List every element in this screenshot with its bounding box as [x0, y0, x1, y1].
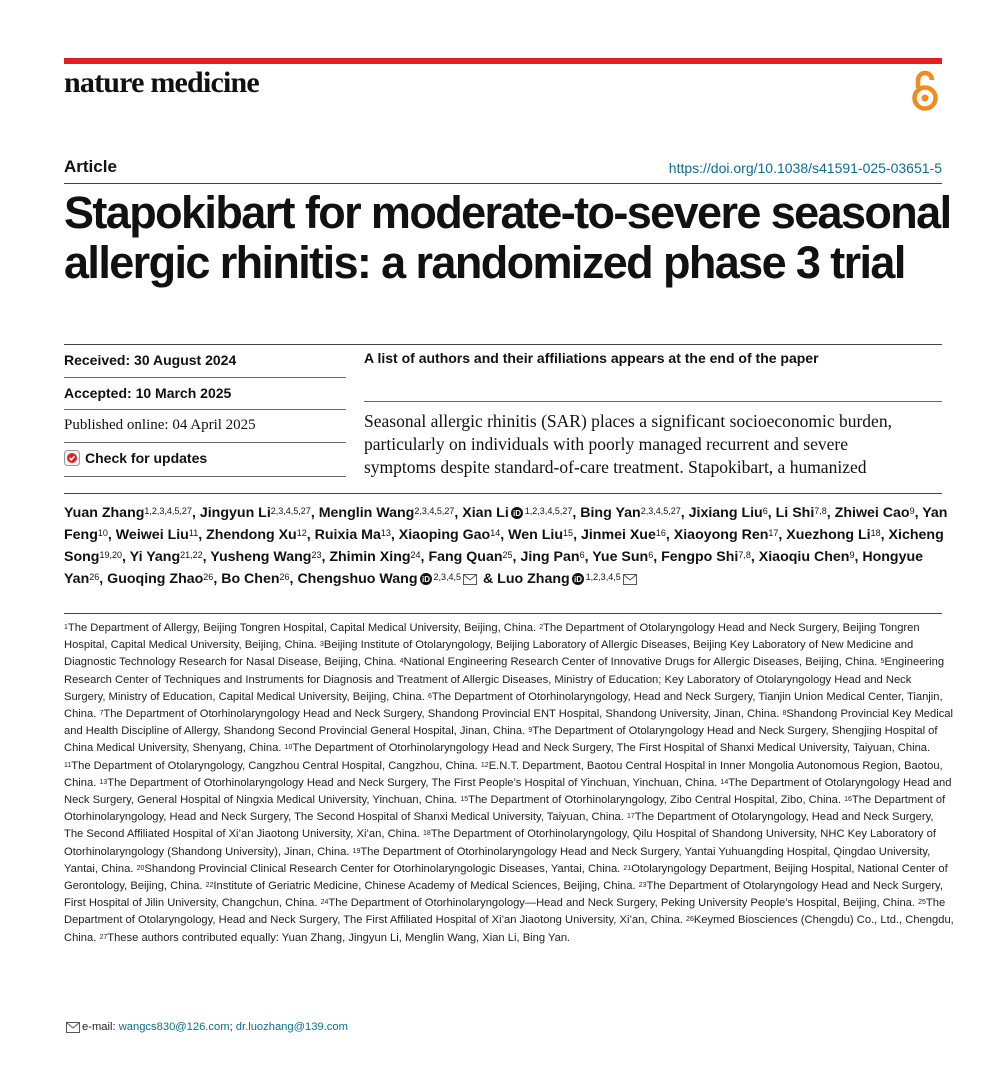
affiliation-text: The Department of Otorhinolaryngology, Qilu Hospital of Shandong University, NHC Key Laboratory of Otorhinolaryngology (Shandong University), Jinan, China.: [64, 828, 936, 858]
author-affiliation-marks: 11: [188, 528, 199, 538]
affiliation: [99, 708, 779, 720]
received-date: Received: 30 August 2024: [64, 352, 237, 368]
affiliation-number: 18: [423, 830, 431, 838]
affiliations: [64, 620, 954, 947]
author-name-text: Xiaoqiu Chen: [758, 549, 850, 565]
svg-text:iD: iD: [573, 575, 582, 585]
affiliation-text: The Department of Otorhinolaryngology, Head and Neck Surgery, Tianjin Union Medical Center, Tianjin, China.: [64, 690, 943, 721]
affiliation-text: These authors contributed equally: Yuan Zhang, Jingyun Li, Menglin Wang, Xian Li, Bing Yan.: [107, 931, 571, 944]
meta-rule: [64, 377, 346, 378]
affiliation-text: The Department of Otorhinolaryngology—Head and Neck Surgery, Peking University People’s Hospital, Beijing, China.: [328, 897, 915, 910]
author-name-text: Xian Li: [462, 505, 509, 521]
affiliation-number: 7: [99, 710, 104, 718]
journal-name: nature medicine: [64, 66, 259, 99]
author-affiliation-marks: 19,20: [99, 550, 122, 560]
affiliation-number: 24: [320, 899, 329, 907]
affiliation-number: 21: [623, 864, 632, 872]
email-label: e-mail:: [82, 1021, 119, 1033]
author-name: [592, 549, 653, 565]
accepted-date: Accepted: 10 March 2025: [64, 385, 232, 401]
author-affiliation-marks: 23: [311, 550, 322, 560]
author-name: [776, 505, 827, 521]
author-affiliation-marks: 18: [870, 528, 881, 538]
check-updates-label: Check for updates: [85, 450, 208, 466]
author-name: [520, 549, 584, 565]
authors-rule: [64, 493, 942, 494]
mail-icon[interactable]: [623, 574, 637, 585]
author-affiliation-marks: 15: [563, 528, 574, 538]
author-name: [319, 505, 455, 521]
author-name-text: Xicheng Song: [64, 527, 944, 565]
affiliation-number: 25: [918, 899, 926, 907]
published-date: Published online: 04 April 2025: [64, 417, 256, 433]
doi-link[interactable]: https://doi.org/10.1038/s41591-025-03651-5: [668, 160, 942, 176]
author-affiliation-marks: 1,2,3,4,5: [585, 572, 621, 582]
affiliation-text: E.N.T. Department, Baotou Central Hospital in Inner Mongolia Autonomous Region, Baotou, China.: [64, 759, 943, 789]
affiliation-text: The Department of Otorhinolaryngology Head and Neck Surgery, The First Hospital of Shanxi Medical University, Taiyuan, China.: [292, 742, 931, 755]
author-name: [399, 527, 500, 543]
affiliation-number: 1: [64, 624, 68, 631]
affiliation: [99, 932, 570, 944]
affiliation-number: 9: [528, 727, 533, 735]
affiliation-number: 23: [638, 882, 647, 890]
affiliation: [64, 760, 478, 772]
author-name-text: Ruixia Ma: [314, 527, 381, 543]
author-affiliation-marks: 6: [648, 550, 654, 560]
email-link[interactable]: dr.luozhang@139.com: [235, 1021, 348, 1033]
author-list: Yuan Zhang$^{1,2,3,4,5,27}$, Jingyun Li$^{2,3,4,5,27}$, Menglin Wang$^{2,3,4,5,27}$, Xian Li iD $^{1,2,3,4,5,27}$, Bing Yan$^{2,3,4,5,27}$, Jixiang Liu$^6$, Li Shi$^{7,8}$, Zhiwei Cao$^9$, Yan Feng$^{10}$, Weiwei Liu$^{11}$, Zhendong Xu$^{12}$, Ruixia Ma$^{13}$, Xiaoping Gao$^{14}$, Wen Liu$^{15}$, Jinmei Xue$^{16}$, Xiaoyong Ren$^{17}$, Xuezhong Li$^{18}$, Xicheng Song$^{19,20}$, Yi Yang$^{21,22}$, Yusheng Wang$^{23}$, Zhimin Xing$^{24}$, Fang Quan$^{25}$, Jing Pan$^6$, Yue Sun$^6$, Fengpo Shi$^{7,8}$, Xiaoqiu Chen$^9$, Hongyue Yan$^{26}$, Guoqing Zhao$^{26}$, Bo Chen$^{26}$, Chengshuo Wang iD $^{2,3,4,5}$ & Luo Zhang iD $^{1,2,3,4,5}$: [64, 505, 948, 587]
affiliation-text: The Department of Otolaryngology Head and Neck Surgery, Shengjing Hospital of China Medical University, Shenyang, China.: [64, 725, 938, 755]
mail-icon[interactable]: [463, 574, 477, 585]
author-name-text: Chengshuo Wang: [297, 571, 418, 587]
affiliation: [206, 880, 636, 892]
author-name: [661, 549, 751, 565]
author-name-text: Fengpo Shi: [661, 549, 739, 565]
title-line: Stapokibart for moderate-to-severe seasonal: [64, 187, 951, 238]
affiliation: [400, 656, 878, 668]
author-name: [116, 527, 198, 543]
affiliation: [137, 863, 621, 875]
affiliation: [285, 742, 931, 754]
author-list-note: A list of authors and their affiliations appears at the end of the paper: [364, 350, 819, 366]
meta-rule: [64, 442, 346, 443]
author-affiliation-marks: 2,3,4,5,27: [270, 506, 311, 516]
author-affiliation-marks: 2,3,4,5,27: [414, 506, 455, 516]
affiliation-text: The Department of Otolaryngology Head and Neck Surgery, General Hospital of Ningxia Medical University, Yinchuan, China.: [64, 776, 952, 807]
affiliation-text: Otolaryngology Department, Beijing Hospital, National Center of Gerontology, Beijing, China.: [64, 862, 948, 893]
author-name-text: Yi Yang: [129, 549, 181, 565]
affiliation-number: 2: [539, 624, 544, 631]
svg-text:iD: iD: [512, 509, 521, 519]
affiliation-number: 3: [319, 641, 324, 649]
affiliation-text: The Department of Otorhinolaryngology, Head and Neck Surgery, The Second Hospital of Shanxi Medical University, Taiyuan, China.: [64, 794, 946, 824]
author-name-text: Guoqing Zhao: [107, 571, 204, 587]
affiliation-number: 5: [880, 658, 885, 666]
author-name: [107, 571, 213, 587]
affiliation-text: National Engineering Research Center of Innovative Drugs for Allergic Diseases, Beijing, China.: [403, 656, 878, 669]
author-name: [428, 549, 512, 565]
author-name: [297, 571, 479, 587]
author-name-text: Hongyue Yan: [64, 549, 924, 587]
abstract-line: Seasonal allergic rhinitis (SAR) places a significant socioeconomic burden,: [364, 411, 892, 431]
article-type: Article: [64, 157, 117, 176]
meta-top-rule: [64, 344, 942, 345]
author-name: [580, 505, 681, 521]
email-separator: ;: [229, 1021, 236, 1033]
open-access-icon: [908, 70, 942, 112]
affiliation-text: Shandong Provincial Key Medical and Health Discipline of Allergy, Shandong Second Provincial General Hospital, Jinan, China.: [64, 708, 954, 738]
author-name: [462, 505, 572, 521]
affiliation: [64, 622, 536, 634]
affiliation-text: The Department of Otolaryngology Head and Neck Surgery, Beijing Tongren Hospital, Capital Medical University, Beijing, China.: [64, 622, 920, 652]
journal-header-bar: [64, 58, 942, 64]
author-affiliation-marks: 9: [909, 506, 915, 516]
author-affiliation-marks: 17: [768, 528, 779, 538]
author-name-text: Luo Zhang: [497, 571, 570, 587]
affiliation-number: 17: [626, 813, 635, 821]
author-name: [581, 527, 666, 543]
affiliation-number: 20: [136, 864, 145, 872]
affiliation-text: Beijing Institute of Otolaryngology, Beijing Laboratory of Allergic Diseases, Beijing Key Laboratory of New Medicine and Diagnostic Technology Research for Nasal Disease, Beijing, China.: [64, 639, 914, 669]
abstract-line: particularly on individuals with poorly managed recurrent and severe: [364, 434, 849, 454]
author-name: [759, 549, 855, 565]
author-name: [497, 571, 639, 587]
affiliation-number: 8: [782, 710, 787, 718]
author-name-text: Jixiang Liu: [688, 505, 763, 521]
affiliation-number: 11: [64, 761, 72, 769]
affiliation-number: 22: [205, 882, 214, 890]
author-affiliation-marks: 2,3,4,5: [433, 572, 462, 582]
affiliation-number: 16: [844, 796, 852, 804]
correspondence: [64, 1021, 348, 1033]
author-affiliation-marks: 10: [97, 528, 108, 538]
abstract: [364, 410, 954, 479]
affiliation-number: 19: [352, 847, 361, 855]
abstract-line: symptoms despite standard-of-care treatment. Stapokibart, a humanized: [364, 457, 867, 477]
check-updates-icon: [64, 450, 80, 466]
author-name-text: Xuezhong Li: [786, 527, 871, 543]
author-name-text: Fang Quan: [428, 549, 503, 565]
author-name-text: Jinmei Xue: [580, 527, 656, 543]
author-name: [210, 549, 321, 565]
author-name: [329, 549, 420, 565]
affiliation: [99, 777, 717, 789]
author-name-text: Jingyun Li: [199, 505, 271, 521]
author-affiliation-marks: 16: [655, 528, 666, 538]
affiliation-number: 26: [686, 916, 694, 924]
paper-title: [64, 188, 954, 288]
affiliation-number: 10: [284, 744, 293, 752]
author-name-text: Yusheng Wang: [210, 549, 312, 565]
author-affiliation-marks: 2,3,4,5,27: [640, 506, 681, 516]
author-name-text: Xiaoyong Ren: [673, 527, 769, 543]
author-name: [64, 505, 192, 521]
affiliation: [321, 897, 915, 909]
author-name-text: Weiwei Liu: [115, 527, 189, 543]
author-name: [689, 505, 768, 521]
author-name: [508, 527, 573, 543]
author-affiliation-marks: 26: [279, 572, 290, 582]
author-name-text: Jing Pan: [520, 549, 580, 565]
orcid-icon[interactable]: [572, 573, 584, 585]
author-affiliation-marks: 26: [203, 572, 214, 582]
svg-text:iD: iD: [421, 575, 430, 585]
affiliation-number: 15: [460, 796, 469, 804]
affiliation-text: Keymed Biosciences (Chengdu) Co., Ltd., Chengdu, China.: [64, 914, 954, 944]
author-affiliation-marks: 21,22: [180, 550, 203, 560]
author-name: [206, 527, 307, 543]
affiliation-text: The Department of Otorhinolaryngology Head and Neck Surgery, The First People’s Hospital of Yinchuan, Yinchuan, China.: [107, 776, 718, 789]
affiliation-text: The Department of Otolaryngology, Head and Neck Surgery, The First Affiliated Hospital of Xi’an Jiaotong University, Xi’an, China.: [64, 897, 946, 927]
affiliation-number: 27: [99, 933, 108, 941]
author-affiliation-marks: 6: [579, 550, 585, 560]
author-name-text: Zhendong Xu: [206, 527, 297, 543]
affiliation-text: The Department of Allergy, Beijing Tongren Hospital, Capital Medical University, Beijing, China.: [67, 622, 537, 634]
author-name: [315, 527, 391, 543]
author-affiliation-marks: 24: [410, 550, 421, 560]
author-affiliation-marks: 7,8: [738, 550, 751, 560]
affiliation-number: 6: [427, 692, 432, 700]
author-affiliation-marks: 6: [762, 506, 768, 516]
author-name: [674, 527, 779, 543]
author-name-text: Wen Liu: [508, 527, 564, 543]
orcid-icon[interactable]: [511, 507, 523, 519]
check-for-updates-button[interactable]: [64, 450, 207, 466]
mail-icon: [66, 1022, 80, 1033]
author-affiliation-marks: 14: [490, 528, 501, 538]
author-affiliation-marks: 13: [380, 528, 391, 538]
author-name-text: Li Shi: [775, 505, 815, 521]
author-name-text: Menglin Wang: [318, 505, 415, 521]
author-name: [835, 505, 915, 521]
affiliation-number: 12: [480, 761, 489, 769]
affiliation-text: The Department of Otorhinolaryngology Head and Neck Surgery, Shandong Provincial ENT Hospital, Shandong University, Jinan, China.: [103, 708, 780, 721]
author-name-text: Xiaoping Gao: [398, 527, 491, 543]
affiliation-text: Engineering Research Center of Techniques and Instruments for Diagnosis and Treatment of Allergic Diseases, Ministry of Education; Key Laboratory of Otolaryngology Head and Neck Surgery, Ministry of Education, Capital Medical University, Beijing, China.: [64, 656, 945, 703]
affiliation-text: The Department of Otolaryngology Head and Neck Surgery, First Hospital of Jilin University, Changchun, China.: [64, 880, 943, 910]
affiliation-text: Institute of Geriatric Medicine, Chinese Academy of Medical Sciences, Beijing, China.: [213, 880, 636, 893]
affiliation-number: 13: [99, 778, 108, 786]
affiliation-text: The Department of Otorhinolaryngology Head and Neck Surgery, Yantai Yuhuangding Hospital, Qingdao University, Yantai, China.: [64, 845, 931, 875]
author-name-text: Bing Yan: [580, 505, 641, 521]
meta-rule: [64, 409, 346, 410]
abstract-rule: [364, 401, 942, 402]
title-line: allergic rhinitis: a randomized phase 3 trial: [64, 237, 905, 288]
affiliation-number: 4: [399, 658, 404, 666]
affiliation-text: The Department of Otolaryngology, Cangzhou Central Hospital, Cangzhou, China.: [71, 759, 478, 772]
author-affiliation-marks: 1,2,3,4,5,27: [144, 506, 192, 516]
orcid-icon[interactable]: [420, 573, 432, 585]
author-affiliation-marks: 7,8: [814, 506, 827, 516]
email-link[interactable]: wangcs830@126.com: [118, 1021, 230, 1033]
author-affiliation-marks: 1,2,3,4,5,27: [524, 506, 573, 516]
author-affiliation-marks: 26: [89, 572, 100, 582]
author-name-text: Yan Feng: [64, 505, 948, 543]
author-name: [200, 505, 311, 521]
affiliation: [460, 794, 841, 806]
author-name: [130, 549, 203, 565]
author-name-text: Yue Sun: [592, 549, 649, 565]
author-affiliation-marks: 12: [296, 528, 307, 538]
affiliation-number: 14: [720, 778, 729, 786]
affiliation-text: The Department of Otolaryngology, Head and Neck Surgery, The Second Affiliated Hospital of Xi’an Jiaotong University, Xi’an, China.: [64, 811, 934, 841]
affiliation-text: The Department of Otorhinolaryngology, Zibo Central Hospital, Zibo, China.: [468, 794, 841, 807]
affiliation-text: Shandong Provincial Clinical Research Center for Otorhinolaryngologic Diseases, Yantai, China.: [144, 862, 621, 875]
author-name-text: Bo Chen: [221, 571, 280, 587]
author-affiliation-marks: 9: [849, 550, 855, 560]
meta-rule: [64, 476, 346, 477]
affiliations-rule: [64, 613, 942, 614]
author-name-text: Zhimin Xing: [329, 549, 411, 565]
author-name: [221, 571, 289, 587]
header-rule: [64, 183, 942, 184]
author-name-text: Yuan Zhang: [64, 505, 145, 521]
author-name: [786, 527, 880, 543]
author-name-text: Zhiwei Cao: [834, 505, 910, 521]
author-affiliation-marks: 25: [502, 550, 513, 560]
